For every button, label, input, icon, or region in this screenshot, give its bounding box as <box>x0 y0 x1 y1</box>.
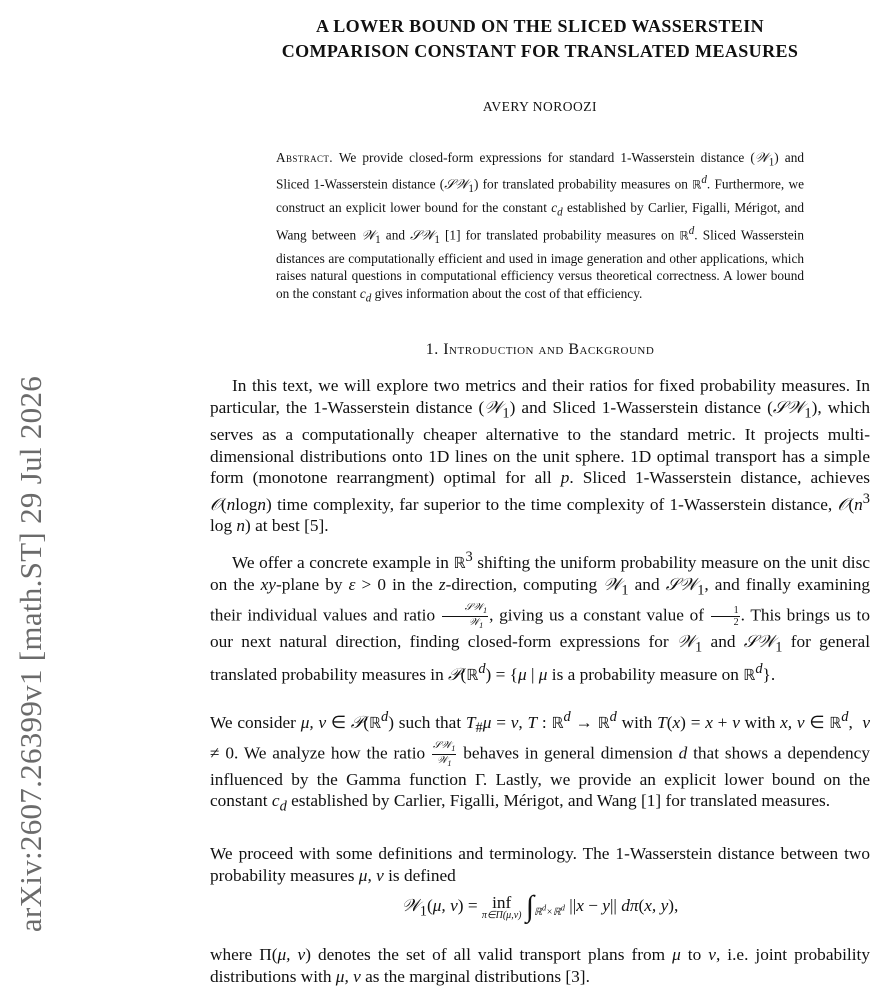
paragraph-1: In this text, we will explore two metrics and their ratios for fixed probability measures. In particular, the 1-Wasserstein distance (𝒲$_1$) and Sliced 1-Wasserstein distance (𝒮𝒲$_1$), which serves as a computationally cheaper alternative to the standard metric. It projects multi-dimensional distributions onto 1D lines on the unit sphere. 1D optimal transport has a simple form (monotone rearrangment) optimal for all p. Sliced 1-Wasserstein distance, achieves 𝒪(nlogn) time complexity, far superior to the time complexity of 1-Wasserstein distance, $𝒪(n^3$ log n) at best [5]. <box>210 376 871 536</box>
wasserstein-equation: 𝒲$_1$(μ, ν) = inf π∈Π(μ,ν) $\int_{ℝ^d\times ℝ^d}$ ||x − y|| dπ(x, y), <box>401 890 679 924</box>
title-line-2: COMPARISON CONSTANT FOR TRANSLATED MEASURES <box>281 41 799 61</box>
arxiv-stamp <box>8 318 54 990</box>
paragraph-2: We offer a concrete example in ℝ$^3$ shifting the uniform probability measure on the unit disc on the xy-plane by ε > 0 in the z-direction, computing 𝒲$_1$ and 𝒮𝒲$_1$, and finally examining their individual values and ratio $\frac{𝒮𝒲_1}{𝒲_1}$ , giving us a constant value of $\frac{1}{2}$ . This brings us to our next natural direction, finding closed-form expressions for 𝒲$_1$ and 𝒮𝒲$_1$ for general translated probability measures in 𝒫(ℝ$^d$) = {μ | μ is a probability measure on ℝ$^d$}. <box>210 549 871 684</box>
paragraph-5: where Π(μ, ν) denotes the set of all valid transport plans from μ to ν, i.e. joint probability distributions with μ, ν as the marginal distributions [3]. <box>210 945 870 986</box>
author-name: AVERY NOROOZI <box>482 99 598 114</box>
paragraph-3: We consider μ, ν ∈ 𝒫(ℝ$^d$) such that $T_{\#}\mu = \nu$, T : ℝ$^d$ → ℝ$^d$ with T(x) = x + v with x, v ∈ ℝ$^d$, v ≠ 0. We analyze how the ratio $\frac{𝒮𝒲_1}{𝒲_1}$ behaves in general dimension d that shows a dependency influenced by the Gamma function Γ. Lastly, we provide an explicit lower bound on the constant $c_d$ established by Carlier, Figalli, Mérigot, and Wang [1] for translated measures. <box>210 709 870 815</box>
paper-title <box>210 14 870 64</box>
arxiv-stamp-text: arXiv:2607.26399v1 [math.ST] 29 Jul 2026 <box>13 375 48 933</box>
paragraph-4: We proceed with some definitions and terminology. The 1-Wasserstein distance between two probability measures μ, ν is defined <box>210 844 870 885</box>
title-line-1: A LOWER BOUND ON THE SLICED WASSERSTEIN <box>315 16 765 36</box>
abstract-label: Abstract. <box>276 150 334 165</box>
abstract: Abstract. We provide closed-form expressions for standard 1-Wasserstein distance (𝒲$_1$) and Sliced 1-Wasserstein distance (𝒮𝒲$_1$) for translated probability measures on ℝ$^d$. Furthermore, we construct an explicit lower bound for the constant $c_d$ established by Carlier, Figalli, Mérigot, and Wang between 𝒲$_1$ and 𝒮𝒲$_1$ [1] for translated probability measures on ℝ$^d$. Sliced Wasserstein distances are computationally efficient and used in image generation and other applications, which raises natural questions in computational efficiency versus theoretical correctness. A lower bound on the constant $c_d$ gives information about the cost of that efficiency. <box>276 150 804 305</box>
section-heading: 1. Introduction and Background <box>425 341 655 358</box>
